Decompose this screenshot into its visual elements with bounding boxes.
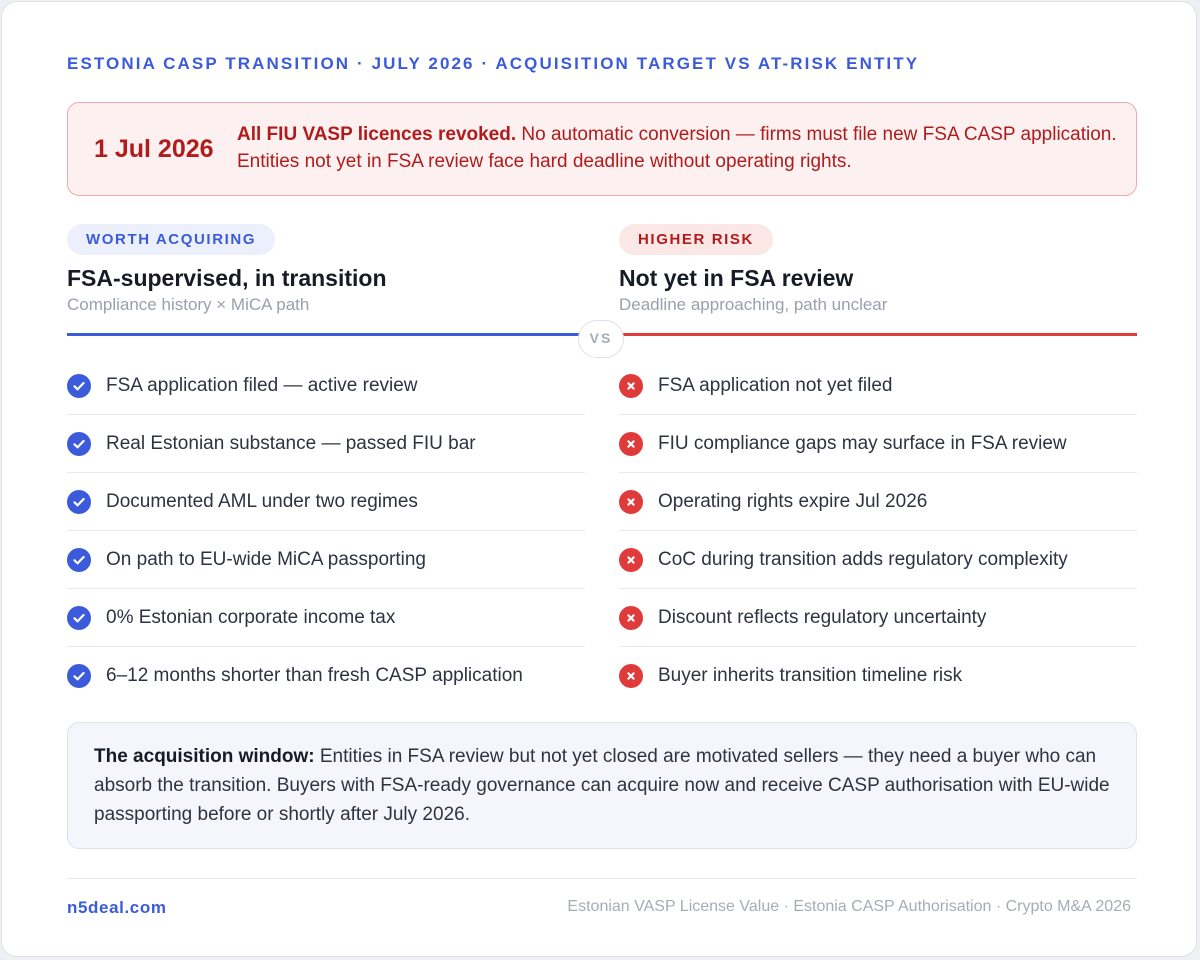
- alert-headline: All FIU VASP licences revoked.: [237, 124, 517, 145]
- check-circle-icon: [67, 490, 91, 514]
- check-circle-icon: [67, 374, 91, 398]
- list-item: [619, 473, 1137, 531]
- right-column-subtitle: Deadline approaching, path unclear: [619, 295, 888, 314]
- list-item: [67, 415, 585, 473]
- list-item-text: Operating rights expire Jul 2026: [658, 491, 928, 512]
- list-item: [619, 357, 1137, 415]
- list-item-text: FIU compliance gaps may surface in FSA review: [658, 433, 1067, 454]
- alert-date: 1 Jul 2026: [94, 135, 214, 163]
- vs-badge: VS: [578, 320, 624, 358]
- left-column-subtitle: Compliance history × MiCA path: [67, 295, 310, 314]
- alert-body: No automatic conversion — firms must file new FSA CASP application. Entities not yet in FSA review face hard deadline without operating rights.: [237, 124, 1117, 172]
- eyebrow-title: ESTONIA CASP TRANSITION · JULY 2026 · ACQUISITION TARGET VS AT-RISK ENTITY: [67, 54, 920, 73]
- note-text: [94, 742, 1114, 829]
- x-circle-icon: [619, 374, 643, 398]
- footer-tags: Estonian VASP License Value · Estonia CASP Authorisation · Crypto M&A 2026: [567, 898, 1131, 915]
- left-divider: [67, 333, 587, 336]
- check-circle-icon: [67, 548, 91, 572]
- note-body: Entities in FSA review but not yet closed are motivated sellers — they need a buyer who can absorb the transition. Buyers with FSA-ready governance can acquire now and receive CASP authorisation with EU-wide passporting before or shortly after July 2026.: [94, 746, 1110, 825]
- higher-risk-badge: HIGHER RISK: [619, 224, 773, 255]
- check-circle-icon: [67, 432, 91, 456]
- list-item: [619, 531, 1137, 589]
- list-item-text: Documented AML under two regimes: [106, 491, 418, 512]
- list-item-text: Discount reflects regulatory uncertainty: [658, 607, 987, 628]
- acquisition-window-note: [67, 722, 1137, 849]
- x-circle-icon: [619, 664, 643, 688]
- check-circle-icon: [67, 664, 91, 688]
- alert-text: [237, 121, 1117, 175]
- left-column-title: FSA-supervised, in transition: [67, 265, 387, 291]
- list-item-text: CoC during transition adds regulatory complexity: [658, 549, 1068, 570]
- list-item: [67, 473, 585, 531]
- list-item-text: Real Estonian substance — passed FIU bar: [106, 433, 476, 454]
- deadline-alert: [67, 102, 1137, 196]
- list-item: [67, 357, 585, 415]
- x-circle-icon: [619, 606, 643, 630]
- list-item-text: FSA application not yet filed: [658, 375, 893, 396]
- right-list: [619, 357, 1137, 705]
- x-circle-icon: [619, 548, 643, 572]
- list-item-text: FSA application filed — active review: [106, 375, 418, 396]
- list-item: [619, 589, 1137, 647]
- site-link[interactable]: n5deal.com: [67, 898, 167, 917]
- left-column-header: [67, 224, 585, 316]
- right-column-title: Not yet in FSA review: [619, 265, 854, 291]
- list-item-text: 6–12 months shorter than fresh CASP application: [106, 665, 523, 686]
- list-item: [619, 647, 1137, 705]
- note-lead: The acquisition window:: [94, 746, 315, 767]
- list-item: [67, 647, 585, 705]
- footer-divider: [67, 878, 1137, 879]
- list-item: [67, 531, 585, 589]
- check-circle-icon: [67, 606, 91, 630]
- list-item: [619, 415, 1137, 473]
- list-item-text: Buyer inherits transition timeline risk: [658, 665, 963, 686]
- right-column-header: [619, 224, 1137, 316]
- list-item: [67, 589, 585, 647]
- worth-acquiring-badge: WORTH ACQUIRING: [67, 224, 275, 255]
- x-circle-icon: [619, 490, 643, 514]
- list-item-text: 0% Estonian corporate income tax: [106, 607, 396, 628]
- infographic-card: [1, 1, 1197, 957]
- left-list: [67, 357, 585, 705]
- list-item-text: On path to EU-wide MiCA passporting: [106, 549, 426, 570]
- right-divider: [617, 333, 1137, 336]
- x-circle-icon: [619, 432, 643, 456]
